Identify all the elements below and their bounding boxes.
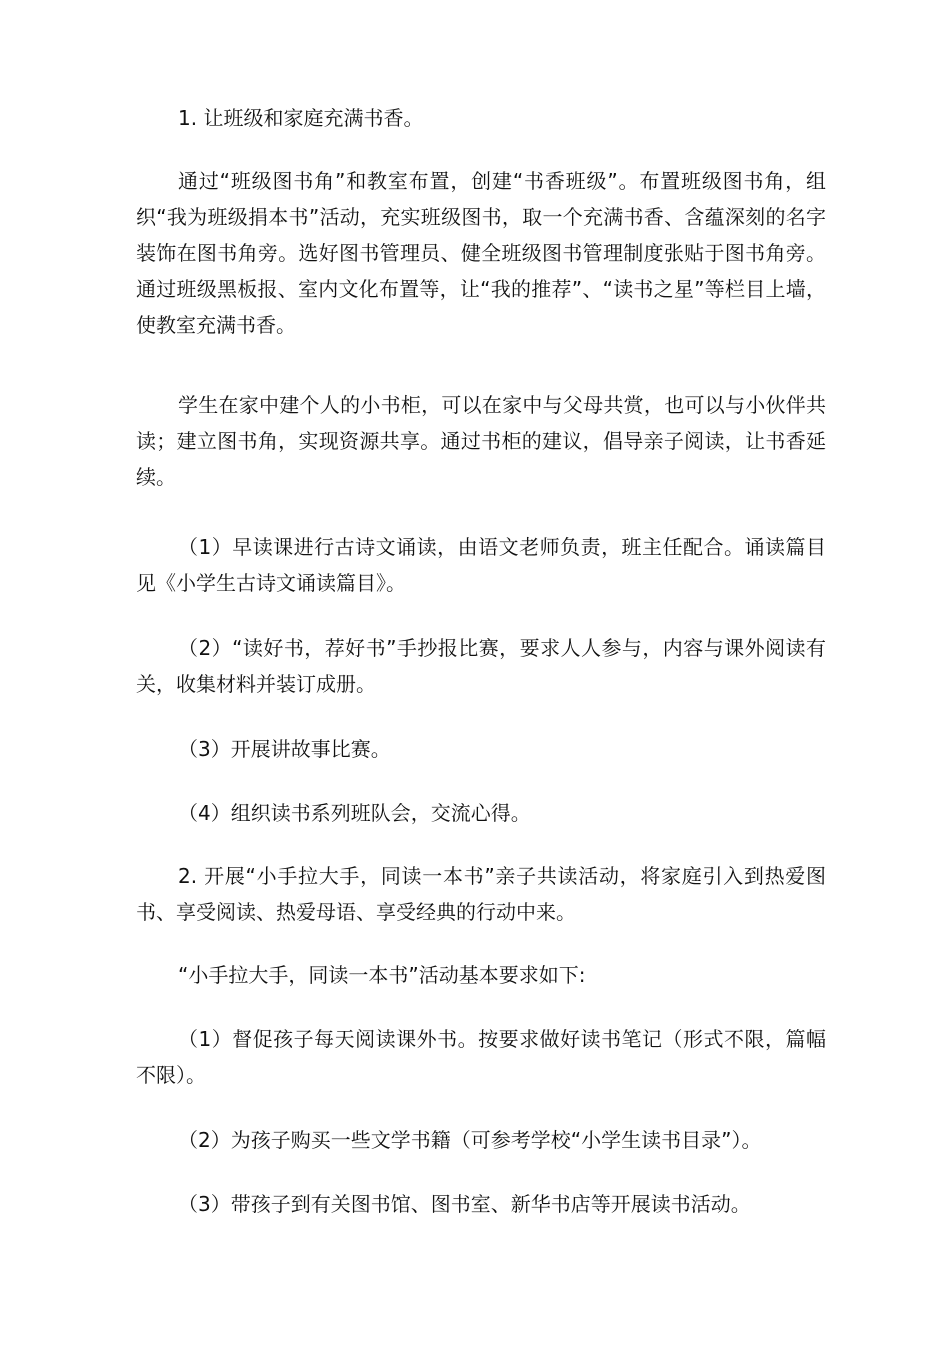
list-item-2-handwritten-newspaper: （2）“读好书，荐好书”手抄报比赛，要求人人参与，内容与课外阅读有关，收集材料并装订成册。 <box>136 636 826 696</box>
paragraph-book-corner: 通过“班级图书角”和教室布置，创建“书香班级”。布置班级图书角，组织“我为班级捐本书”活动，充实班级图书，取一个充满书香、含蕴深刻的名字装饰在图书角旁。选好图书管理员、健全班级图书管理制度张贴于图书角旁。通过班级黑板报、室内文化布置等，让“我的推荐”、“读书之星”等栏目上墙，使教室充满书香。 <box>136 169 826 337</box>
paragraph-requirements-intro: “小手拉大手，同读一本书”活动基本要求如下: <box>178 963 586 987</box>
section-heading-1: 1. 让班级和家庭充满书香。 <box>178 106 424 130</box>
section-heading-2: 2. 开展“小手拉大手，同读一本书”亲子共读活动，将家庭引入到热爱图书、享受阅读、热爱母语、享受经典的行动中来。 <box>136 864 826 924</box>
list-item-1-morning-reading: （1）早读课进行古诗文诵读，由语文老师负责，班主任配合。诵读篇目见《小学生古诗文诵读篇目》。 <box>136 535 826 595</box>
list-item-4-class-meeting: （4）组织读书系列班队会，交流心得。 <box>178 801 531 825</box>
requirement-item-3: （3）带孩子到有关图书馆、图书室、新华书店等开展读书活动。 <box>178 1192 751 1216</box>
list-item-3-storytelling: （3）开展讲故事比赛。 <box>178 737 391 761</box>
paragraph-home-bookshelf: 学生在家中建个人的小书柜，可以在家中与父母共赏，也可以与小伙伴共读；建立图书角，实现资源共享。通过书柜的建议，倡导亲子阅读，让书香延续。 <box>136 393 826 489</box>
requirement-item-1: （1）督促孩子每天阅读课外书。按要求做好读书笔记（形式不限，篇幅不限）。 <box>136 1027 826 1087</box>
requirement-item-2: （2）为孩子购买一些文学书籍（可参考学校“小学生读书目录”）。 <box>178 1128 762 1152</box>
